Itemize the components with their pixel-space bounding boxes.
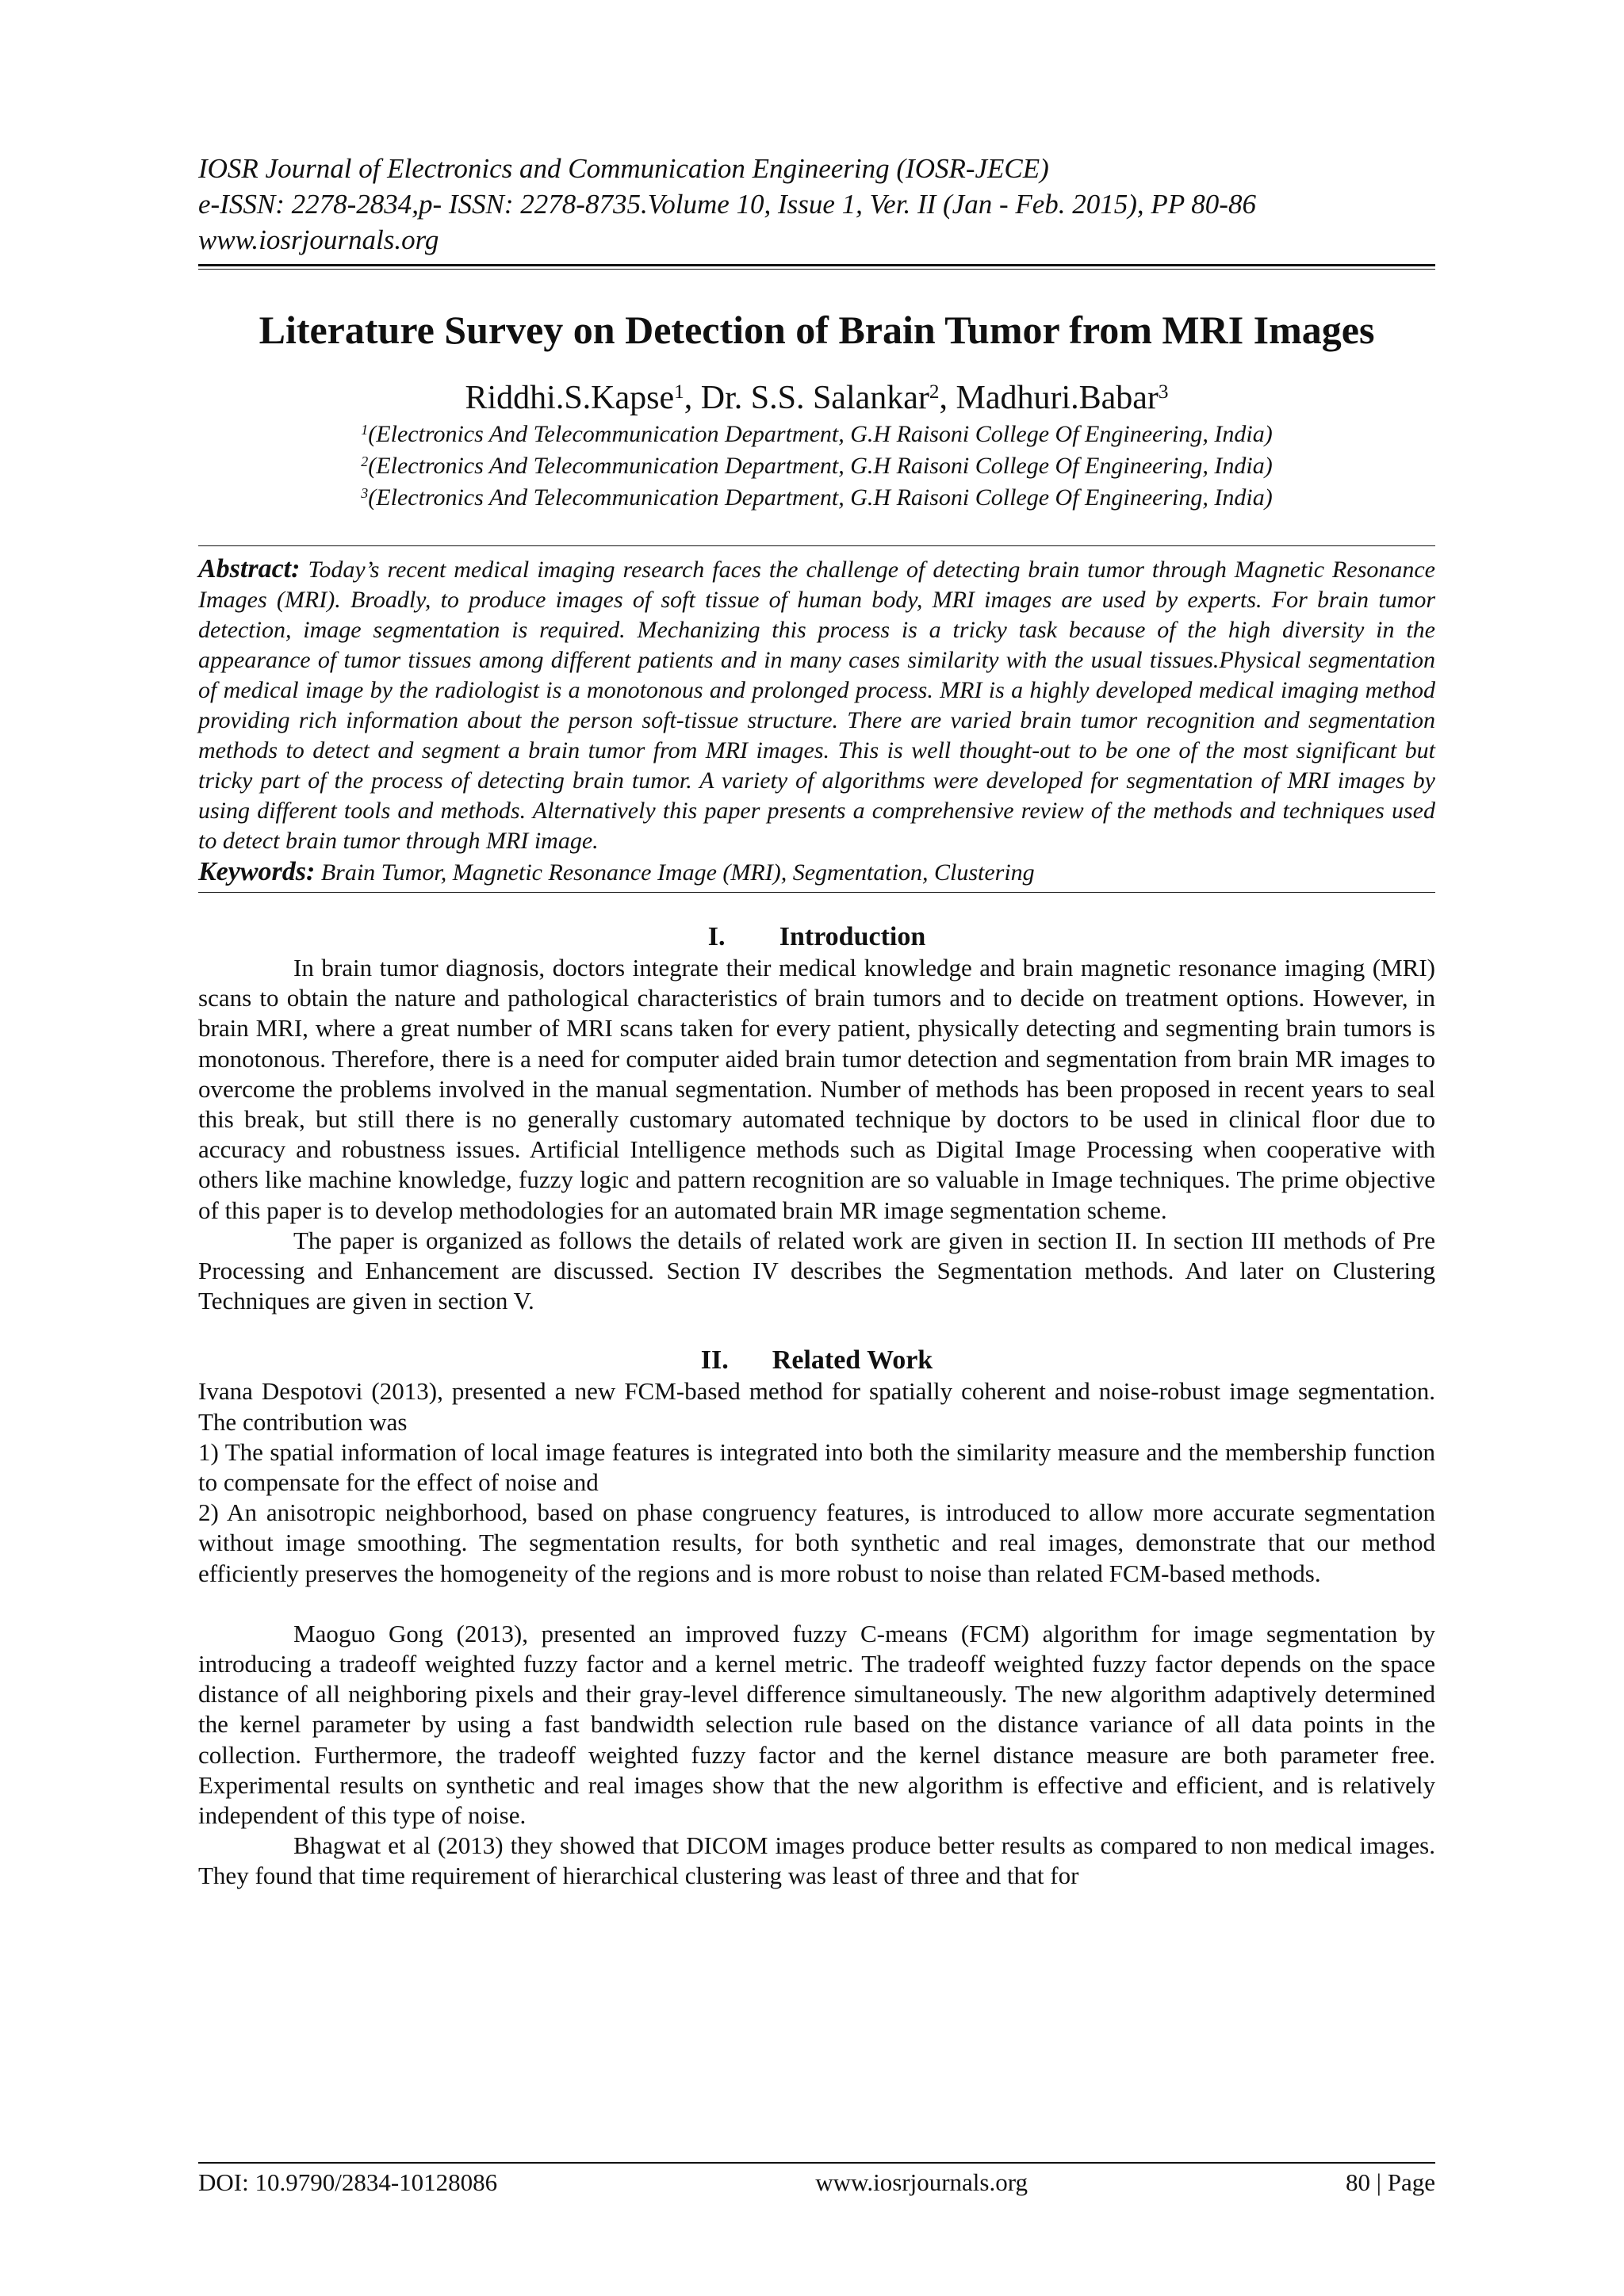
abstract-label: Abstract:: [198, 554, 301, 584]
affiliation-sup: 2: [361, 453, 369, 469]
footer-page-number: 80 | Page: [1346, 2168, 1435, 2196]
author-name: Dr. S.S. Salankar: [700, 380, 929, 416]
page-footer: [198, 2162, 1435, 2198]
author-list: [198, 377, 1435, 419]
footer-website[interactable]: www.iosrjournals.org: [815, 2168, 1028, 2196]
section-title: Related Work: [772, 1345, 933, 1376]
related-list-item: 1) The spatial information of local image features is integrated into both the similarity measure and the membership function to compensate for the effect of noise and: [198, 1437, 1435, 1497]
affiliation-list: [198, 419, 1435, 514]
section-heading-introduction: [198, 921, 1435, 953]
affiliation-sup: 1: [361, 422, 369, 438]
author-sup: 3: [1158, 381, 1169, 404]
section-number: II.: [700, 1345, 729, 1376]
affiliation: [198, 419, 1435, 450]
paper-title: Literature Survey on Detection of Brain Tumor from MRI Images: [259, 308, 1375, 352]
keywords: [198, 856, 1435, 889]
keywords-label: Keywords:: [198, 857, 316, 886]
affiliation-text: (Electronics And Telecommunication Department, G.H Raisoni College Of Engineering, India): [368, 453, 1273, 479]
journal-header: [198, 151, 1435, 258]
affiliation: [198, 450, 1435, 482]
related-paragraph: Bhagwat et al (2013) they showed that DICOM images produce better results as compared to non medical images. They found that time requirement of hierarchical clustering was least of three and that for: [198, 1831, 1435, 1890]
author-name: Riddhi.S.Kapse: [465, 380, 675, 416]
author-sup: 1: [674, 381, 684, 404]
footer-doi: DOI: 10.9790/2834-10128086: [198, 2168, 498, 2196]
related-paragraph: Ivana Despotovi (2013), presented a new FCM-based method for spatially coherent and noise-robust image segmentation. The contribution was: [198, 1377, 1435, 1436]
section-heading-related-work: [198, 1345, 1435, 1376]
author-sep: ,: [684, 380, 701, 416]
header-rule-thin: [198, 269, 1435, 270]
intro-paragraph: The paper is organized as follows the details of related work are given in section II. In section III methods of Pre Processing and Enhancement are discussed. Section IV describes the Segmentation methods. And later on Clustering Techniques are given in section V.: [198, 1226, 1435, 1315]
issn-line: e-ISSN: 2278-2834,p- ISSN: 2278-8735.Volume 10, Issue 1, Ver. II (Jan - Feb. 2015), PP 80-86: [198, 189, 1256, 220]
abstract-text: Today’s recent medical imaging research faces the challenge of detecting brain tumor through Magnetic Resonance Images (MRI). Broadly, to produce images of soft tissue of human body, MRI images are used by experts. For brain tumor detection, image segmentation is required. Mechanizing this process is a tricky task because of the high diversity in the appearance of tumor tissues among different patients and in many cases similarity with the usual tissues.Physical segmentation of medical image by the radiologist is a monotonous and prolonged process. MRI is a highly developed medical imaging method providing rich information about the person soft-tissue structure. There are varied brain tumor recognition and segmentation methods to detect and segment a brain tumor from MRI images. This is well thought-out to be one of the most significant but tricky part of the process of detecting brain tumor. A variety of algorithms were developed for segmentation of MRI images by using different tools and methods. Alternatively this paper presents a comprehensive review of the methods and techniques used to detect brain tumor through MRI image.: [198, 557, 1436, 854]
journal-website[interactable]: www.iosrjournals.org: [198, 224, 439, 255]
author-name: Madhuri.Babar: [956, 380, 1159, 416]
author-sep: ,: [939, 380, 956, 416]
header-rule: [198, 264, 1435, 266]
journal-name: IOSR Journal of Electronics and Communication Engineering (IOSR-JECE): [198, 153, 1049, 184]
affiliation-sup: 3: [361, 485, 369, 501]
related-list-item: 2) An anisotropic neighborhood, based on phase congruency features, is introduced to allow more accurate segmentation without image smoothing. The segmentation results, for both synthetic and real images, demonstrate that our method efficiently preserves the homogeneity of the regions and is more robust to noise than related FCM-based methods.: [198, 1498, 1435, 1587]
abstract-block: [198, 545, 1435, 893]
abstract: [198, 554, 1435, 856]
keywords-text: Brain Tumor, Magnetic Resonance Image (MRI), Segmentation, Clustering: [320, 859, 1035, 886]
affiliation-text: (Electronics And Telecommunication Department, G.H Raisoni College Of Engineering, India): [368, 484, 1273, 511]
author-sup: 2: [929, 381, 940, 404]
section-title: Introduction: [779, 922, 926, 951]
affiliation: [198, 482, 1435, 514]
intro-paragraph: In brain tumor diagnosis, doctors integrate their medical knowledge and brain magnetic resonance imaging (MRI) scans to obtain the nature and pathological characteristics of brain tumors and to decide on treatment options. However, in brain MRI, where a great number of MRI scans taken for every patient, physically detecting and segmenting brain tumors is monotonous. Therefore, there is a need for computer aided brain tumor detection and segmentation from brain MR images to overcome the problems involved in the manual segmentation. Number of methods has been proposed in recent years to seal this break, but still there is no generally customary automated technique by doctors to be used in clinical floor due to accuracy and robustness issues. Artificial Intelligence methods such as Digital Image Processing when cooperative with others like machine knowledge, fuzzy logic and pattern recognition are so valuable in Image techniques. The prime objective of this paper is to develop methodologies for an automated brain MR image segmentation scheme.: [198, 954, 1435, 1224]
paper-page: [198, 151, 1435, 1892]
related-paragraph: Maoguo Gong (2013), presented an improved fuzzy C-means (FCM) algorithm for image segmentation by introducing a tradeoff weighted fuzzy factor and a kernel metric. The tradeoff weighted fuzzy factor depends on the space distance of all neighboring pixels and their gray-level difference simultaneously. The new algorithm adaptively determined the kernel parameter by using a fast bandwidth selection rule based on the distance variance of all data points in the collection. Furthermore, the tradeoff weighted fuzzy factor and the kernel distance measure are both parameter free. Experimental results on synthetic and real images show that the new algorithm is effective and efficient, and is relatively independent of this type of noise.: [198, 1619, 1435, 1830]
section-number: I.: [707, 922, 726, 951]
affiliation-text: (Electronics And Telecommunication Department, G.H Raisoni College Of Engineering, India): [368, 421, 1273, 447]
